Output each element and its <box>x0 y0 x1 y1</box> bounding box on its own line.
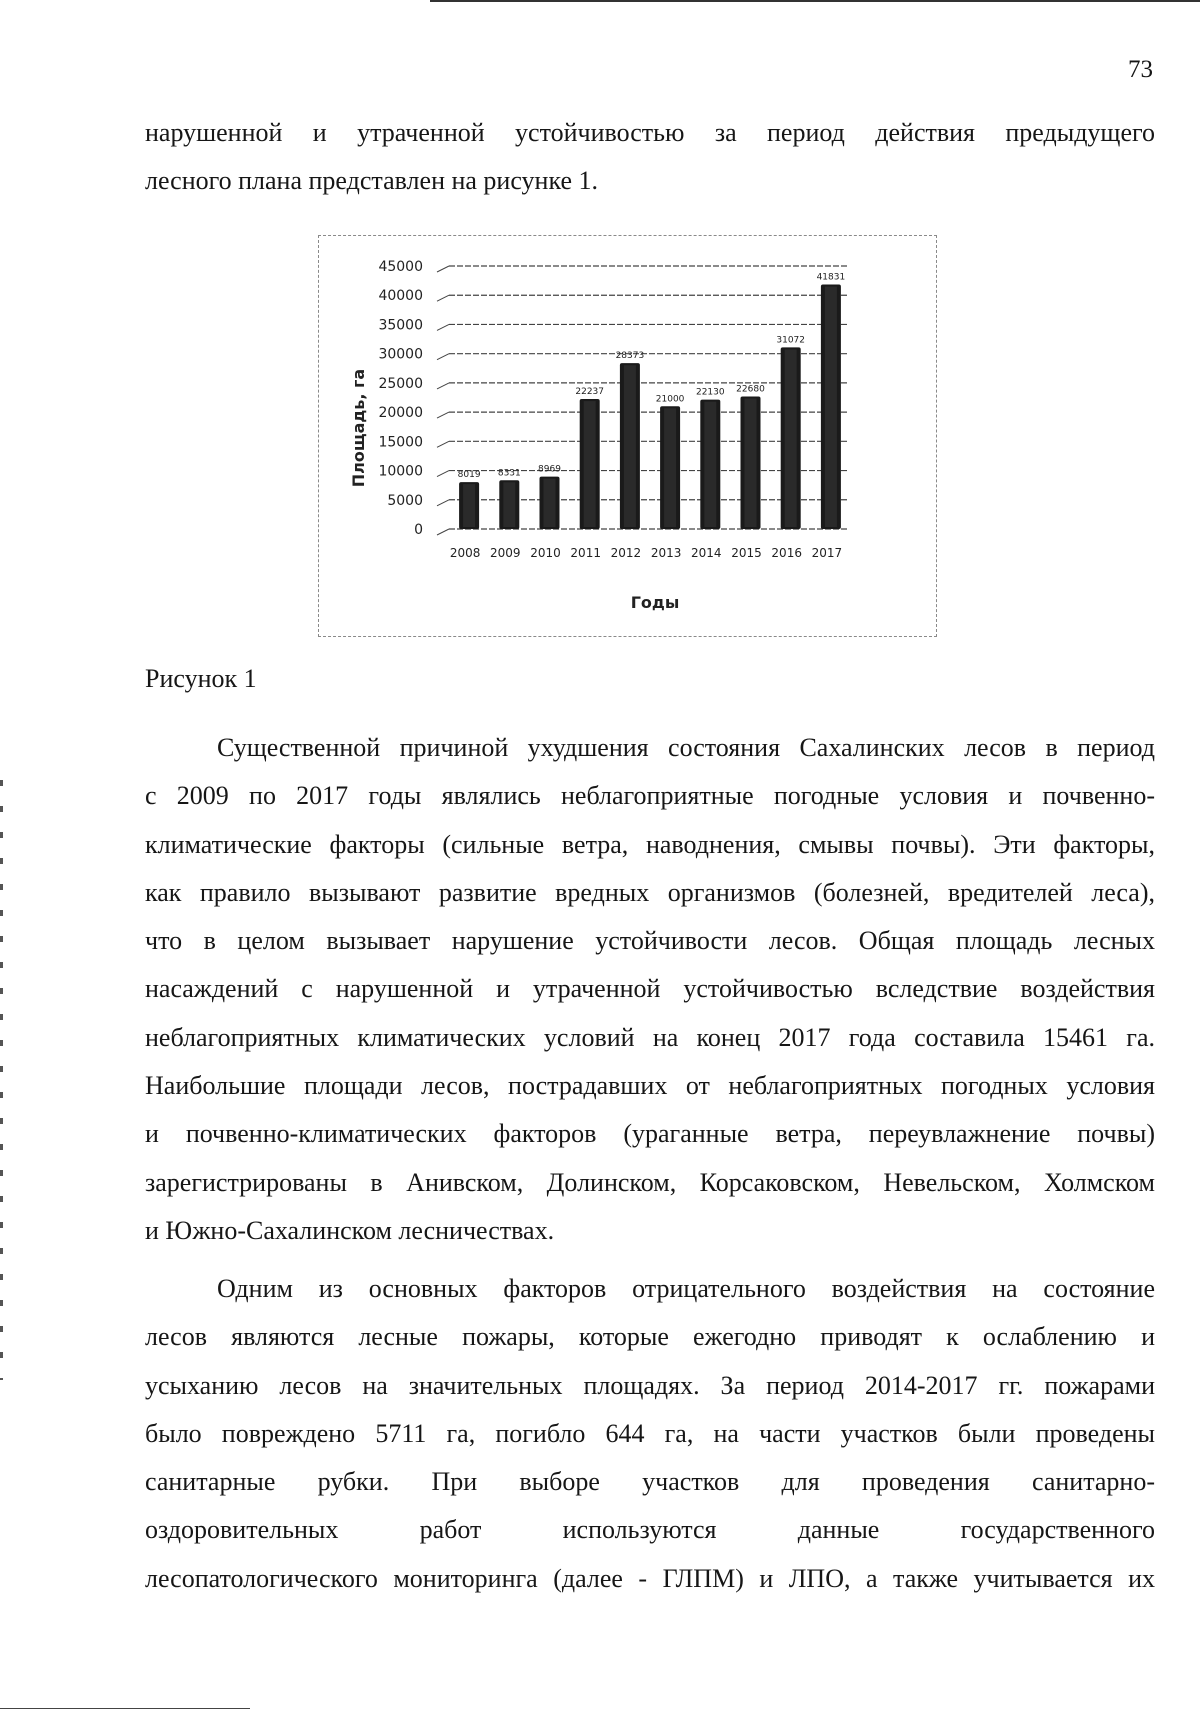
y-tick-label: 35000 <box>378 317 423 334</box>
x-tick-label: 2012 <box>610 546 642 560</box>
x-tick-label: 2014 <box>691 546 722 560</box>
bar-highlight <box>664 408 676 527</box>
text-line: с 2009 по 2017 годы являлись неблагоприятные погодные условия и почвенно- <box>145 781 1155 811</box>
bar-highlight <box>584 401 596 527</box>
bar-chart <box>319 236 936 636</box>
figure-caption: Рисунок 1 <box>145 664 257 693</box>
data-label: 28373 <box>615 351 645 362</box>
gridline-perspective <box>437 471 449 477</box>
text-line: и почвенно-климатических факторов (ураганные ветра, переувлажнение почвы) <box>145 1119 1155 1149</box>
text-line: Существенной причиной ухудшения состояния Сахалинских лесов в период <box>217 733 1155 762</box>
y-tick-label: 20000 <box>378 405 423 422</box>
x-tick-label: 2011 <box>570 546 601 560</box>
y-tick-label: 40000 <box>378 288 423 305</box>
bar-highlight <box>785 349 797 527</box>
bar-highlight <box>745 398 757 527</box>
data-label: 22130 <box>695 387 725 398</box>
text-line: насаждений с нарушенной и утраченной устойчивостью вследствие воздействия <box>145 974 1155 1004</box>
data-label: 22237 <box>575 387 605 398</box>
y-tick-label: 10000 <box>378 463 423 480</box>
text-line: лесного плана представлен на рисунке 1. <box>145 166 598 196</box>
data-label: 8019 <box>457 470 481 481</box>
text-line: было повреждено 5711 га, погибло 644 га, на части участков были проведены <box>145 1418 1155 1448</box>
data-label: 8331 <box>497 468 521 479</box>
paragraph-2 <box>145 1265 1155 1603</box>
x-tick-label: 2008 <box>449 546 481 560</box>
y-tick-label: 0 <box>414 522 423 538</box>
gridline-perspective <box>437 295 449 301</box>
intro-paragraph <box>145 109 1155 206</box>
text-line: оздоровительных работ используются данные государственного <box>145 1515 1155 1545</box>
text-line: санитарные рубки. При выборе участков для проведения санитарно- <box>145 1467 1155 1497</box>
bar-highlight <box>463 484 475 527</box>
y-axis-label: Площадь, га <box>349 368 368 488</box>
paragraph-1 <box>145 724 1155 1255</box>
bottom-scan-rule <box>0 1708 250 1709</box>
text-line: Одним из основных факторов отрицательного воздействия на состояние <box>217 1274 1155 1303</box>
scan-edge-marks <box>0 780 3 1380</box>
gridline-perspective <box>437 383 449 389</box>
text-line: лесов являются лесные пожары, которые ежегодно приводят к ослаблению и <box>145 1322 1155 1352</box>
text-line: что в целом вызывает нарушение устойчивости лесов. Общая площадь лесных <box>145 926 1155 956</box>
bar-highlight <box>544 479 556 527</box>
bar-highlight <box>704 402 716 527</box>
x-tick-label: 2016 <box>771 546 802 560</box>
gridline-perspective <box>437 529 449 535</box>
gridline-perspective <box>437 500 449 506</box>
text-line: зарегистрированы в Анивском, Долинском, Корсаковском, Невельском, Холмском <box>145 1167 1155 1197</box>
text-line: усыханию лесов на значительных площадях. За период 2014-2017 гг. пожарами <box>145 1370 1155 1400</box>
gridline-perspective <box>437 266 449 272</box>
text-line: и Южно-Сахалинском лесничествах. <box>145 1215 555 1245</box>
text-line: климатические факторы (сильные ветра, наводнения, смывы почвы). Эти факторы, <box>145 829 1155 859</box>
gridline-perspective <box>437 441 449 447</box>
text-line: лесопатологического мониторинга (далее - ГЛПМ) и ЛПО, а также учитывается их <box>145 1563 1155 1593</box>
top-scan-rule <box>430 0 1200 2</box>
bar-highlight <box>825 287 837 527</box>
text-line: нарушенной и утраченной устойчивостью за период действия предыдущего <box>145 118 1155 147</box>
x-tick-label: 2015 <box>731 546 762 560</box>
gridline-perspective <box>437 324 449 330</box>
text-line: как правило вызывают развитие вредных организмов (болезней, вредителей леса), <box>145 877 1155 907</box>
x-tick-label: 2017 <box>811 546 843 560</box>
bar-highlight <box>624 365 636 527</box>
figure-1-chart <box>318 235 937 637</box>
y-tick-label: 5000 <box>387 492 423 509</box>
y-tick-label: 30000 <box>378 346 423 363</box>
y-tick-label: 15000 <box>378 434 423 451</box>
data-label: 41831 <box>816 272 846 283</box>
data-label: 21000 <box>655 394 685 405</box>
data-label: 22680 <box>736 384 765 395</box>
y-tick-label: 45000 <box>378 259 423 275</box>
text-line: неблагоприятных климатических условий на конец 2017 года составила 15461 га. <box>145 1022 1155 1052</box>
data-label: 31072 <box>776 335 806 346</box>
gridline-perspective <box>437 412 449 418</box>
y-tick-label: 25000 <box>378 375 423 392</box>
x-tick-label: 2010 <box>530 546 561 560</box>
x-axis-label: Годы <box>630 593 680 612</box>
gridline-perspective <box>437 354 449 360</box>
bar-highlight <box>503 482 515 527</box>
x-tick-label: 2013 <box>650 546 682 560</box>
data-label: 8969 <box>538 464 561 475</box>
x-tick-label: 2009 <box>490 546 521 560</box>
page-number: 73 <box>1128 56 1153 83</box>
text-line: Наибольшие площади лесов, пострадавших от неблагоприятных погодных условия <box>145 1071 1155 1101</box>
